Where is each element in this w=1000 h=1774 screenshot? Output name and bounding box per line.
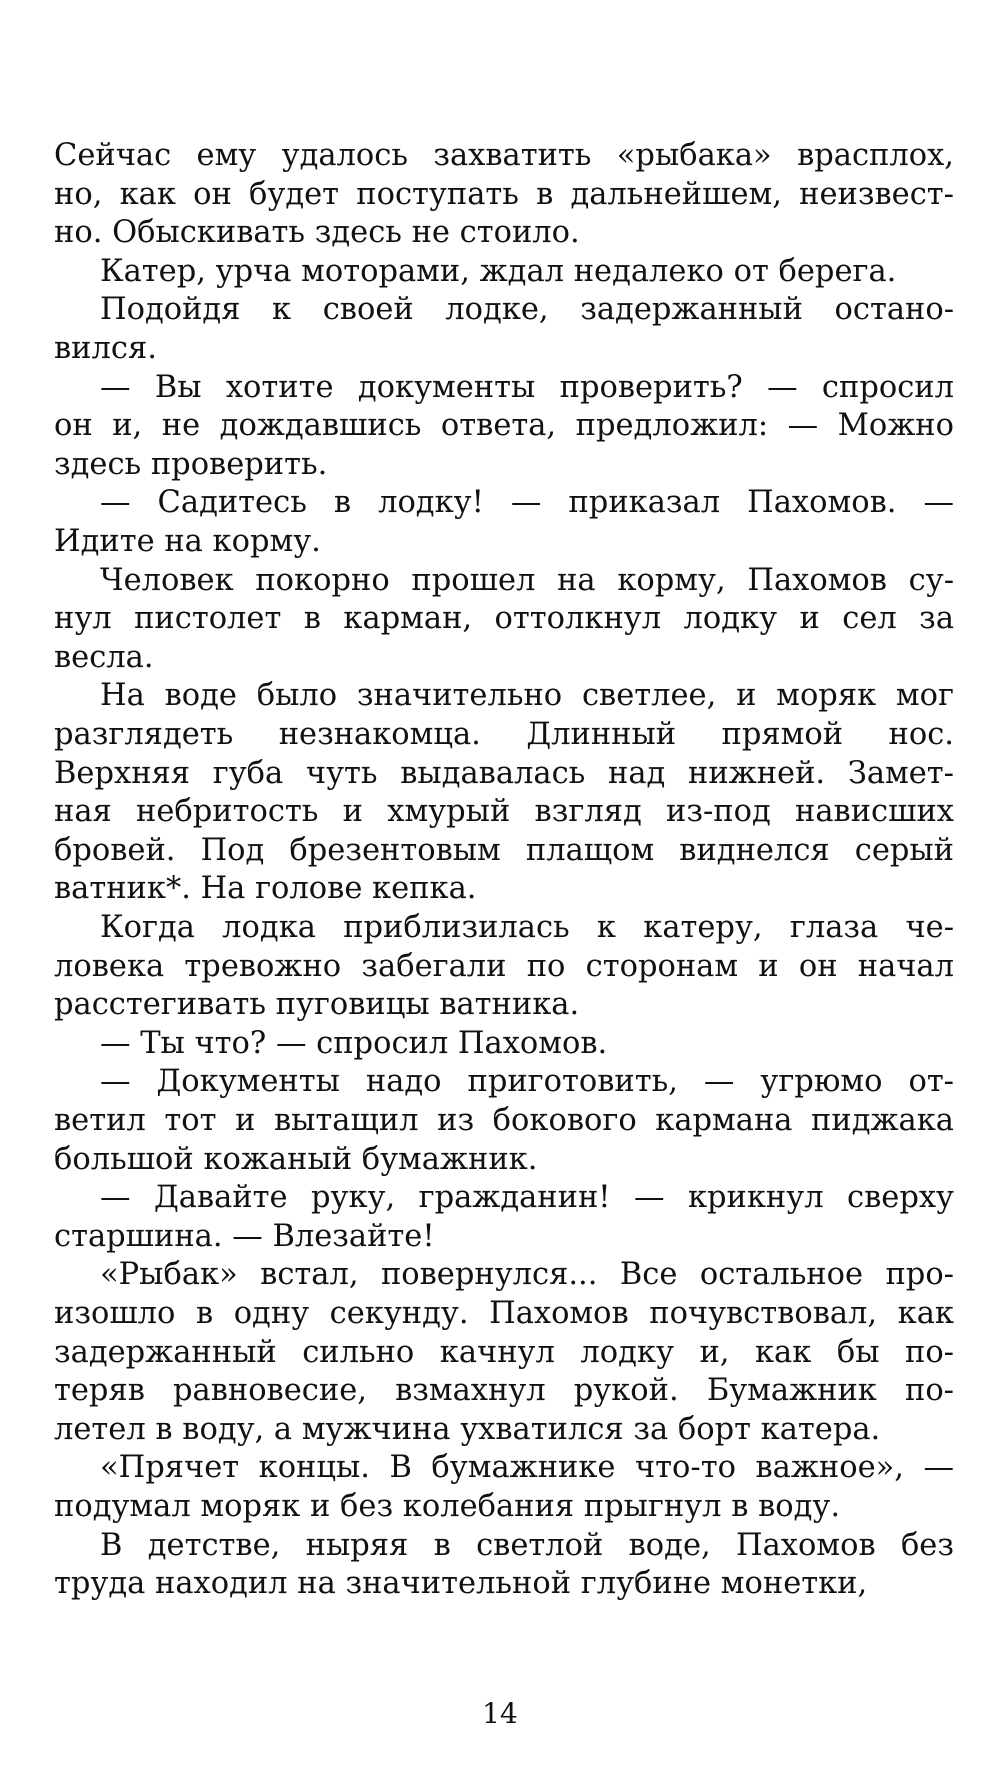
paragraph-line: вился. — [54, 331, 157, 366]
paragraph-first-line: — Ты что? — спросил Пахомов. — [100, 1025, 608, 1061]
paragraph-first-line: Когда лодка приблизилась к катеру, глаза че- — [100, 910, 954, 945]
paragraph-first-line: — Вы хотите документы проверить? — спросил — [100, 369, 954, 405]
paragraph-line: задержанный сильно качнул лодку и, как бы по- — [54, 1334, 954, 1370]
paragraph-line: расстегивать пуговицы ватника. — [54, 987, 580, 1023]
paragraph-line: ватник*. На голове кепка. — [54, 871, 477, 907]
paragraph-line: ветил тот и вытащил из бокового кармана пиджака — [54, 1103, 954, 1138]
page-text — [54, 136, 954, 1666]
paragraph-first-line: «Рыбак» встал, повернулся... Все остальное про- — [100, 1257, 954, 1293]
paragraph-line: разглядеть незнакомца. Длинный прямой нос. — [54, 717, 954, 752]
paragraph-line: весла. — [54, 639, 154, 675]
paragraph-line: бровей. Под брезентовым плащом виднелся серый — [54, 832, 954, 868]
paragraph-line: летел в воду, а мужчина ухватился за борт катера. — [54, 1411, 881, 1447]
paragraph-line: подумал моряк и без колебания прыгнул в воду. — [54, 1489, 841, 1524]
paragraph-first-line: Человек покорно прошел на корму, Пахомов су- — [100, 562, 954, 598]
paragraph-first-line: — Давайте руку, гражданин! — крикнул сверху — [100, 1180, 954, 1216]
paragraph-line: старшина. — Влезайте! — [54, 1218, 435, 1254]
paragraph-line: теряв равновесие, взмахнул рукой. Бумажник по- — [54, 1373, 954, 1409]
paragraph-line: он и, не дождавшись ответа, предложил: — Можно — [54, 408, 954, 444]
paragraph-line: ная небритость и хмурый взгляд из-под нависших — [54, 794, 954, 830]
paragraph-line: но. Обыскивать здесь не стоило. — [54, 215, 580, 251]
paragraph-line: большой кожаный бумажник. — [54, 1141, 538, 1177]
paragraph-line: здесь проверить. — [54, 446, 328, 482]
paragraph-first-line: Катер, урча моторами, ждал недалеко от берега. — [100, 253, 897, 289]
paragraph-first-line: Подойдя к своей лодке, задержанный остано- — [100, 292, 954, 328]
page-number: 14 — [482, 1697, 518, 1730]
paragraph-first-line: «Прячет концы. В бумажнике что-то важное», — — [100, 1450, 954, 1486]
paragraph-first-line: — Садитесь в лодку! — приказал Пахомов. — — [100, 485, 954, 521]
paragraph-first-line: Сейчас ему удалось захватить «рыбака» врасплох, — [54, 138, 954, 173]
paragraph-line: Идите на корму. — [54, 524, 321, 559]
paragraph-first-line: — Документы надо приготовить, — угрюмо от- — [100, 1064, 954, 1100]
paragraph-line: нул пистолет в карман, оттолкнул лодку и сел за — [54, 601, 954, 637]
paragraph-line: труда находил на значительной глубине монетки, — [54, 1566, 868, 1602]
paragraph-line: изошло в одну секунду. Пахомов почувствовал, как — [54, 1296, 954, 1331]
paragraph-line: ловека тревожно забегали по сторонам и он начал — [54, 948, 954, 984]
paragraph-line: но, как он будет поступать в дальнейшем, неизвест- — [54, 176, 954, 212]
paragraph-first-line: В детстве, ныряя в светлой воде, Пахомов без — [100, 1527, 954, 1563]
paragraph-first-line: На воде было значительно светлее, и моряк мог — [100, 678, 954, 714]
paragraph-line: Верхняя губа чуть выдавалась над нижней. Замет- — [54, 755, 954, 791]
